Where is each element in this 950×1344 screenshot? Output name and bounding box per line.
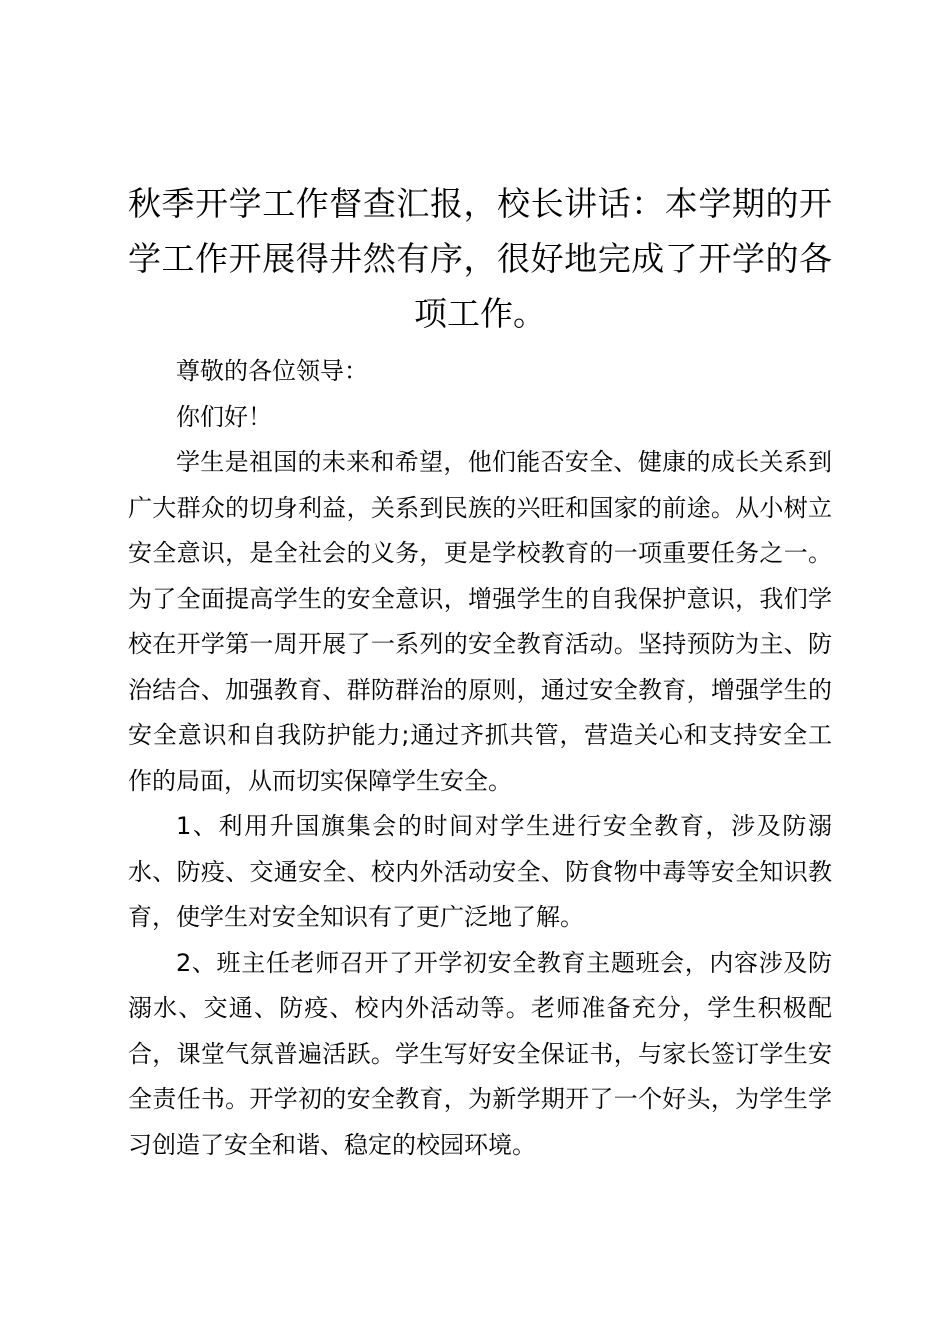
body-paragraph: 学生是祖国的未来和希望，他们能否安全、健康的成长关系到广大群众的切身利益，关系到民族的兴旺和国家的前途。从小树立安全意识，是全社会的义务，更是学校教育的一项重要任务之一。为了全面提高学生的安全意识，增强学生的自我保护意识，我们学校在开学第一周开展了一系列的安全教育活动。坚持预防为主、防治结合、加强教育、群防群治的原则，通过安全教育，增强学生的安全意识和自我防护能力;通过齐抓共管，营造关心和支持安全工作的局面，从而切实保障学生安全。 — [128, 448, 832, 795]
body-paragraph: 1、利用升国旗集会的时间对学生进行安全教育，涉及防溺水、防疫、交通安全、校内外活动安全、防食物中毒等安全知识教育，使学生对安全知识有了更广泛地了解。 — [128, 812, 832, 931]
greeting-line: 尊敬的各位领导： — [176, 357, 368, 385]
document-page — [128, 176, 832, 1168]
salutation-line: 你们好！ — [176, 402, 272, 431]
document-body — [128, 349, 832, 1168]
document-title: 秋季开学工作督查汇报，校长讲话：本学期的开学工作开展得井然有序，很好地完成了开学的各项工作。 — [128, 184, 832, 333]
body-paragraph: 2、班主任老师召开了开学初安全教育主题班会，内容涉及防溺水、交通、防疫、校内外活动等。老师准备充分，学生积极配合，课堂气氛普遍活跃。学生写好安全保证书，与家长签订学生安全责任书。开学初的安全教育，为新学期开了一个好头，为学生学习创造了安全和谐、稳定的校园环境。 — [128, 948, 832, 1159]
